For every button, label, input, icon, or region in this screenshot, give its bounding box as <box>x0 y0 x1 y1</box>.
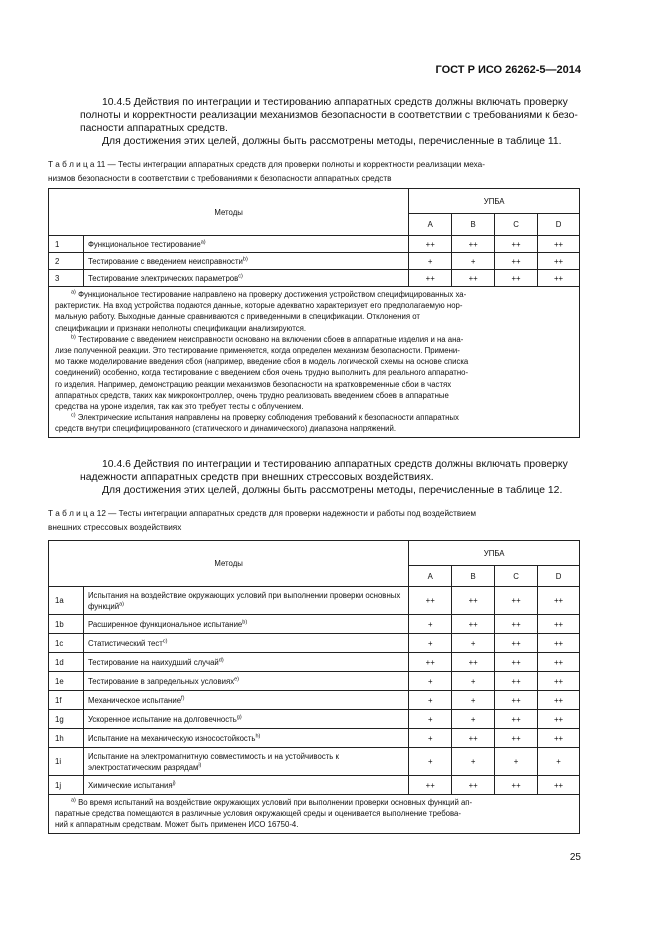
asil-header: УПБА <box>409 541 580 566</box>
asil-col-c: C <box>495 214 538 236</box>
section-10-4-6 <box>80 458 580 497</box>
asil-col-b: B <box>452 566 495 587</box>
methods-header: Методы <box>49 189 409 236</box>
asil-col-a: A <box>409 214 452 236</box>
table-row: 3 Тестирование электрических параметров$^{с)}$ ++ ++ ++ ++ <box>49 270 580 287</box>
asil-col-d: D <box>538 566 580 587</box>
table-row: 2 Тестирование с введением неисправности$^{b)}$ + + ++ ++ <box>49 253 580 270</box>
table-row: 1 Функциональное тестирование$^{а)}$ ++ ++ ++ ++ <box>49 236 580 253</box>
table-12-notes <box>49 795 580 834</box>
section-10-4-6-line3: Для достижения этих целей, должны быть рассмотрены методы, перечисленные в таблице 12. <box>102 485 563 496</box>
footnote-c: $^{с)}$ Электрические испытания направлены на проверку соблюдения требований к безопасности аппаратных средств внутри специфицированного (статического и динамического) диапазона напряжений. <box>55 412 459 434</box>
table-12 <box>48 540 580 834</box>
table-11-notes <box>49 287 580 438</box>
table-row: 1a Испытания на воздействие окружающих условий при выполнении проверки основных функций$^{а)}$ ++ ++ ++ ++ <box>49 587 580 615</box>
table-row: 1j Химические испытания$^{j)}$ ++ ++ ++ ++ <box>49 776 580 795</box>
footnote-a: $^{а)}$ Во время испытаний на воздействие окружающих условий при выполнении проверки основных функций ап- паратные средства помещаются в различные условия окружающей среды и оценивается выполнение требова- ний к аппаратным средствам. Может быть применен ИСО 16750-4. <box>55 797 473 830</box>
section-10-4-6-line2: надежности аппаратных средств при внешних стрессовых воздействиях. <box>80 472 434 483</box>
asil-header: УПБА <box>409 189 580 214</box>
table-row: 1d Тестирование на наихудший случай$^{d)}$ ++ ++ ++ ++ <box>49 653 580 672</box>
table-row: 1f Механическое испытание$^{f)}$ + + ++ ++ <box>49 691 580 710</box>
section-10-4-5 <box>80 96 580 148</box>
table-row: 1g Ускоренное испытание на долговечность$^{g)}$ + + ++ ++ <box>49 710 580 729</box>
table-row: 1i Испытание на электромагнитную совместимость и на устойчивость к электростатическим разрядам$^{i)}$ + + + + <box>49 748 580 776</box>
asil-col-d: D <box>538 214 580 236</box>
table-11-caption: Т а б л и ц а 11 — Тесты интеграции аппаратных средств для проверки полноты и корректности реализации меха- низмов безопасности в соответствии с требованиями к безопасности аппаратных средств <box>48 160 485 183</box>
table-row: 1b Расширенное функциональное испытание$^{b)}$ + ++ ++ ++ <box>49 615 580 634</box>
footnote-b: $^{b)}$ Тестирование с введением неисправности основано на включении сбоев в аппаратные изделия и на ана- лизе полученной реакции. Это тестирование применяется, когда определен механизм безопасности. Примени- мо также моделирование введения сбоя (например, введение сбоя в модель логической схемы на основе списка соединений) особенно, когда тестирование с введением сбоя очень трудно выполнить для реального аппаратно- го изделия. Например, демонстрацию реакции механизмов безопасности на кратковременные сбои в частях аппаратных средств, таких как микроконтроллер, очень трудно реализовать введением сбоев в аппаратные средства на уроне изделия, так как это требует тесты с облучением. <box>55 334 469 412</box>
page-number: 25 <box>569 852 581 863</box>
asil-col-b: B <box>452 214 495 236</box>
methods-header: Методы <box>49 541 409 587</box>
section-10-4-5-line4: Для достижения этих целей, должны быть рассмотрены методы, перечисленные в таблице 11. <box>102 136 562 147</box>
footnote-a: $^{а)}$ Функциональное тестирование направлено на проверку достижения устройством специфицированных ха- рактеристик. На вход устройства подаются данные, которые адекватно характеризует его предполагаемую нор- мальную работу. Выходные данные сравниваются с приведенными в спецификации. Отклонения от спецификации и признаки неполноты спецификации анализируются. <box>55 289 467 333</box>
section-10-4-5-line3: пасности аппаратных средств. <box>80 123 228 134</box>
asil-col-a: A <box>409 566 452 587</box>
table-row: 1e Тестирование в запредельных условиях$^{е)}$ + + ++ ++ <box>49 672 580 691</box>
table-11 <box>48 188 580 438</box>
asil-col-c: C <box>495 566 538 587</box>
section-10-4-6-line1: 10.4.6 Действия по интеграции и тестированию аппаратных средств должны включать проверку <box>102 459 568 470</box>
table-12-caption: Т а б л и ц а 12 — Тесты интеграции аппаратных средств для проверки надежности и работы под воздействием внешних стрессовых воздействиях <box>48 509 476 532</box>
document-code: ГОСТ Р ИСО 26262-5—2014 <box>435 64 581 76</box>
section-10-4-5-line1: 10.4.5 Действия по интеграции и тестированию аппаратных средств должны включать проверку <box>102 97 568 108</box>
table-row: 1h Испытание на механическую износостойкость$^{h)}$ + ++ ++ ++ <box>49 729 580 748</box>
table-row: 1c Статистический тест$^{с)}$ + + ++ ++ <box>49 634 580 653</box>
section-10-4-5-line2: полноты и корректности реализации механизмов безопасности в соответствии с требованиями к безо- <box>80 110 578 121</box>
